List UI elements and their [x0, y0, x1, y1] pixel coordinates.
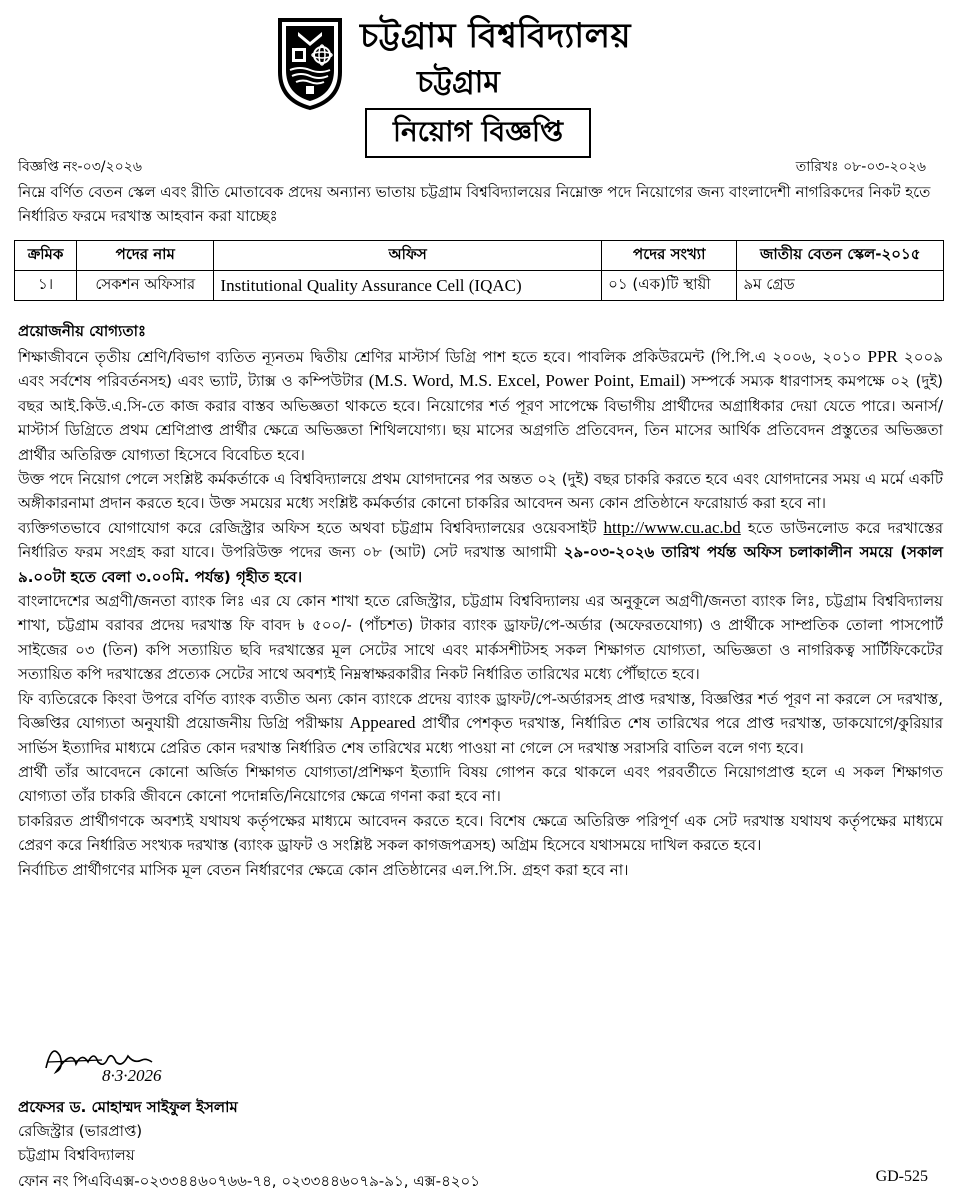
cell-scale: ৯ম গ্রেড: [737, 271, 944, 301]
notice-body: [18, 345, 943, 882]
cell-count: ০১ (এক)টি স্থায়ী: [602, 271, 737, 301]
paragraph-fee: বাংলাদেশের অগ্রণী/জনতা ব্যাংক লিঃ এর যে কোন শাখা হতে রেজিস্ট্রার, চট্টগ্রাম বিশ্ববিদ্যালয় এর অনুকূলে অগ্রণী/জনতা ব্যাংক লিঃ, চট্টগ্রাম বিশ্ববিদ্যালয় শাখা, চট্টগ্রাম বরাবর প্রদেয় দরখাস্ত ফি বাবদ ৳ ৫০০/- (পাঁচশত) টাকার ব্যাংক ড্রাফট/পে-অর্ডার (অফেরতযোগ্য) ও প্রার্থীকে সাম্প্রতিক তোলা পাসপোর্ট সাইজের ০৩ (তিন) কপি সত্যায়িত ছবি দরখাস্তের মূল সেটের সাথে এবং মার্কসশীটসহ সকল শিক্ষাগত যোগ্যতা, অভিজ্ঞতা ও নাগরিকত্ব সার্টিফিকেটের সত্যায়িত কপি দরখাস্তের প্রত্যেক সেটের সাথে অবশ্যই নিম্নস্বাক্ষরকারীর নিকট নির্ধারিত তারিখের মধ্যে পৌঁছাতে হবে।: [18, 592, 943, 684]
notice-title: নিয়োগ বিজ্ঞপ্তি: [365, 108, 591, 158]
notice-number: বিজ্ঞপ্তি নং-০৩/২০২৬: [18, 159, 142, 175]
p1-text-a: শিক্ষাজীবনে তৃতীয় শ্রেণি/বিভাগ ব্যতিত ন্যূনতম দ্বিতীয় শ্রেণির মাস্টার্স ডিগ্রি পাশ হতে হবে। পাবলিক প্রকিউরমেন্ট (পি.পি.এ ২০০৬, ২০১০: [18, 348, 862, 366]
p5-text-a: ফি ব্যতিরেকে কিংবা উপরে বর্ণিত ব্যাংক ব্যতীত অন্য কোন ব্যাংকে প্রদেয় ব্যাংক ড্রাফট/পে-অর্ডারসহ প্রাপ্ত দরখাস্ত, বিজ্ঞপ্তির শর্ত পূরণ না করলে সে দরখাস্ত, বিজ্ঞপ্তির যোগ্যতা অনুযায়ী প্রয়োজনীয় ডিগ্রি পরীক্ষায়: [18, 689, 943, 733]
col-header-scale: জাতীয় বেতন স্কেল-২০১৫: [737, 241, 944, 271]
phone-numbers: ফোন নং পিএবিএক্স-০২৩৩৪৪৬০৭৬৬-৭৪, ০২৩৩৪৪৬০৭৯-৯১, এক্স-৪২০১: [18, 1172, 481, 1190]
col-header-serial: ক্রমিক: [15, 241, 77, 271]
col-header-office: অফিস: [214, 241, 602, 271]
p1-text-b: ২০০৯ এবং সর্বশেষ পরিবর্তনসহ) এবং ভ্যাট, ট্যাক্স ও কম্পিউটার: [18, 348, 943, 391]
header: [12, 0, 942, 148]
paragraph-employed-candidates: চাকরিরত প্রার্থীগণকে অবশ্যই যথাযথ কর্তৃপক্ষের মাধ্যমে আবেদন করতে হবে। বিশেষ ক্ষেত্রে অতিরিক্ত পরিপূর্ণ এক সেট দরখাস্ত যথাযথ কর্তৃপক্ষের মাধ্যমে প্রেরণ করে নির্ধারিত সংখ্যক দরখাস্ত (ব্যাংক ড্রাফট ও সংশ্লিষ্ট সকল কাগজপত্রসহ) অগ্রিম হিসেবে যথাসময়ে দাখিল করতে হবে।: [18, 811, 943, 855]
p5-text-b: প্রার্থীর পেশকৃত দরখাস্ত, নির্ধারিত শেষ তারিখের পরে প্রাপ্ত দরখাস্ত, ডাকযোগে/কুরিয়ার সার্ভিস ইত্যাদির মাধ্যমে প্রেরিত কোন দরখাস্ত নির্ধারিত শেষ তারিখের মধ্যে পাওয়া না গেলে সে দরখাস্ত সরাসরি বাতিল বলে গণ্য হবে।: [18, 714, 943, 757]
notice-date: তারিখঃ ০৮-০৩-২০২৬: [795, 159, 926, 175]
paragraph-lpc: নির্বাচিত প্রার্থীগণের মাসিক মূল বেতন নির্ধারণের ক্ষেত্রে কোন প্রতিষ্ঠানের এল.পি.সি. গ্রহণ করা হবে না।: [18, 860, 629, 879]
col-header-count: পদের সংখ্যা: [602, 241, 737, 271]
table-header-row: [15, 241, 944, 271]
table-row: [15, 271, 944, 301]
deadline-text: ২৯-০৩-২০২৬ তারিখ পর্যন্ত অফিস চলাকালীন সময়ে (সকাল ৯.০০টা হতে বেলা ৩.০০মি. পর্যন্ত) গৃহীত হবে।: [18, 543, 943, 586]
p1-ppr: PPR: [867, 347, 898, 366]
paragraph-form-collection: [18, 516, 943, 589]
paragraph-qualification: [18, 345, 943, 467]
p1-software: (M.S. Word, M.S. Excel, Power Point, Email): [368, 371, 686, 391]
website-link[interactable]: http://www.cu.ac.bd: [603, 517, 741, 537]
p5-appeared: Appeared: [349, 713, 416, 733]
gd-code: GD-525: [875, 1168, 928, 1185]
col-header-post: পদের নাম: [77, 241, 214, 271]
signature: [42, 1038, 212, 1088]
signatory-designation: রেজিস্ট্রার (ভারপ্রাপ্ত): [18, 1122, 143, 1140]
qualifications-heading: প্রয়োজনীয় যোগ্যতাঃ: [18, 322, 146, 340]
p1-text-c: সম্পর্কে সম্যক ধারণাসহ কমপক্ষে ০২ (দুই) বছর আই.কিউ.এ.সি-তে কাজ করার বাস্তব অভিজ্ঞতা থাকতে হবে। নিয়োগের শর্ত পূরণ সাপেক্ষে বিভাগীয় প্রার্থীদের অগ্রাধিকার দেয়া যেতে পারে। অনার্স/মাস্টার্স ডিগ্রিতে প্রথম শ্রেণিপ্রাপ্ত প্রার্থীর ক্ষেত্রে অভিজ্ঞতা শিথিলযোগ্য। ছয় মাসের অগ্রগতি প্রতিবেদন, তিন মাসের আর্থিক প্রতিবেদন প্রস্তুতের অভিজ্ঞতা প্রার্থীর অতিরিক্ত যোগ্যতা হিসেবে বিবেচিত হবে।: [18, 372, 943, 464]
university-name: চট্টগ্রাম বিশ্ববিদ্যালয়: [360, 16, 631, 56]
p3-text-a: ব্যক্তিগতভাবে যোগাযোগ করে রেজিস্ট্রার অফিস হতে অথবা চট্টগ্রাম বিশ্ববিদ্যালয়ের ওয়েবসাইট: [18, 518, 597, 537]
intro-text: নিম্নে বর্ণিত বেতন স্কেল এবং রীতি মোতাবেক প্রদেয় অন্যান্য ভাতায় চট্টগ্রাম বিশ্ববিদ্যালয়ের নিম্নোক্ত পদে নিয়োগের জন্য বাংলাদেশী নাগরিকদের নিকট হতে নির্ধারিত ফরমে দরখাস্ত আহবান করা যাচ্ছেঃ: [18, 183, 931, 225]
p3-text-b: হতে ডাউনলোড করে দরখাস্তের নির্ধারিত ফরম সংগ্রহ করা যাবে। উপরিউক্ত পদের জন্য ০৮ (আট) সেট দরখাস্ত আগামী: [18, 518, 943, 562]
university-logo-icon: [270, 12, 350, 112]
posts-table: [14, 240, 944, 301]
signatory-name: প্রফেসর ড. মোহাম্মদ সাইফুল ইসলাম: [18, 1098, 238, 1116]
cell-post: সেকশন অফিসার: [77, 271, 214, 301]
paragraph-rejection: [18, 687, 943, 760]
notice-page: [12, 0, 942, 1200]
city-name: চট্টগ্রাম: [417, 65, 500, 100]
signatory-institution: চট্টগ্রাম বিশ্ববিদ্যালয়: [18, 1146, 135, 1164]
cell-office: Institutional Quality Assurance Cell (IQAC): [214, 271, 602, 301]
signature-date: 8·3·2026: [102, 1066, 162, 1085]
paragraph-service-bond: উক্ত পদে নিয়োগ পেলে সংশ্লিষ্ট কর্মকর্তাকে এ বিশ্ববিদ্যালয়ে প্রথম যোগদানের পর অন্তত ০২ (দুই) বছর চাকরি করতে হবে এবং যোগদানের সময় এ মর্মে একটি অঙ্গীকারনামা প্রদান করতে হবে। উক্ত সময়ের মধ্যে সংশ্লিষ্ট কর্মকর্তার কোনো চাকরির আবেদন অন্য কোন প্রতিষ্ঠানে ফরোয়ার্ড করা হবে না।: [18, 470, 943, 513]
cell-serial: ১।: [15, 271, 77, 301]
paragraph-disclosure: প্রার্থী তাঁর আবেদনে কোনো অর্জিত শিক্ষাগত যোগ্যতা/প্রশিক্ষণ ইত্যাদি বিষয় গোপন করে থাকলে এবং পরবর্তীতে নিয়োগপ্রাপ্ত হলে এ সকল শিক্ষাগত যোগ্যতা তাঁর চাকরি জীবনে কোনো পদোন্নতি/নিয়োগের ক্ষেত্রে গণনা করা হবে না।: [18, 762, 943, 806]
